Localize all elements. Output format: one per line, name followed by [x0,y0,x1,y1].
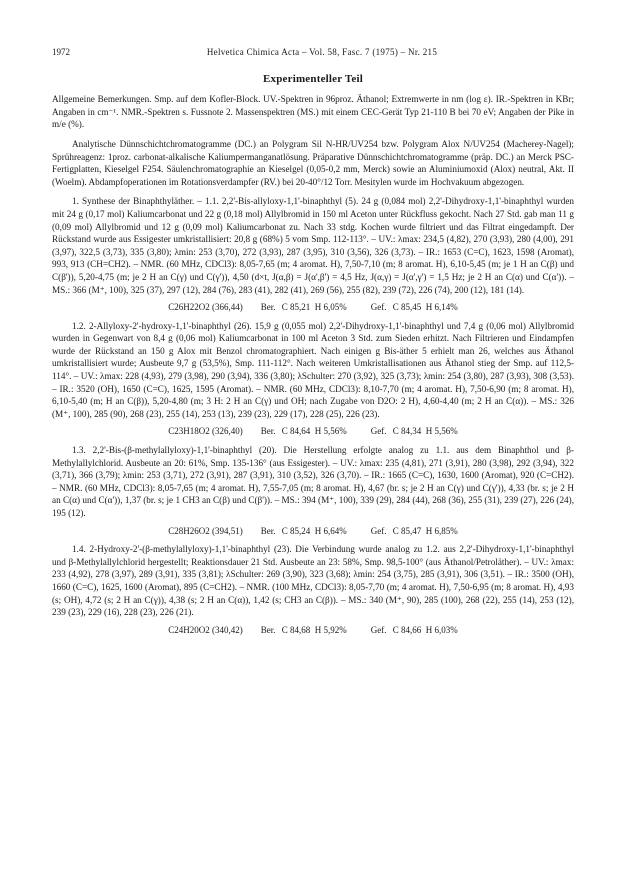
analysis-formula: C28H26O2 (394,51) [168,525,243,536]
chromatography-paragraph: Analytische Dünnschichtchromatogramme (DC.) an Polygram Sil N-HR/UV254 bzw. Polygram Alox N/UV254 (Macherey-Nagel); Sprühreagenz: 1proz. carbonat-alkalische Kaliumpermanganatlösung. Präparative Dünnschichtchromatogramme (präp. DC.) an Merck PSC-Fertigplatten, Kieselgel F254. Säulenchromatographie an Kieselgel (0,05-0,2 mm, Merck) sowie an Aluminiumoxid (Alox) neutral, Akt. II (Woelm). Abdampfoperationen im Rotationsverdampfer (RV.) bei 20-40°/12 Torr. Mesitylen wurde im Hochvakuum abgezogen. [52,138,574,187]
synthesis-1-1-paragraph: 1. Synthese der Binaphthyläther. – 1.1. 2,2'-Bis-allyloxy-1,1'-binaphthyl (5). 24 g (0,084 mol) 2,2'-Dihydroxy-1,1'-binaphthyl wurden mit 24 g (0,17 mol) Kaliumcarbonat und 22 g (0,18 mol) Allylbromid in 150 ml Aceton unter Rückfluss gekocht. Nach 27 Std. gab man 11 g (0,09 mol) Allylbromid und 12 g (0,09 mol) Kaliumcarbonat zu. Nach 33 stdg. Kochen wurde filtriert und das Filtrat eingedampft. Der Rückstand wurde aus Essigester umkristallisiert: 20,8 g (68%) 5 vom Smp. 112-113°. – UV.: λmax: 234,5 (4,82), 270 (3,93), 280 (4,00), 291 (3,97), 322,5 (3,73), 335 (3,80); λmin: 253 (3,70), 272 (3,93), 287 (3,95), 310 (3,56), 326 (3,73). – IR.: 1653 (C=C), 1623, 1598 (Aromat), 993, 913 (CH=CH2). – NMR. (60 MHz, CDCl3): 8,05-7,65 (m; 4 aromat. H), 7,50-7,10 (m; 8 aromat. H), 6,10-5,45 (m; je 1 H an C(β) und C(β')), 5,20-4,75 (m; je 2 H an C(γ) und C(γ')), 4,50 (d×t, J(α,β) = J(α',β') = 4,5 Hz, J(α,γ) = J(α',γ') = 1,5 Hz; je 2 H an C(α) und C(α')). – MS.: 366 (M⁺, 100), 325 (37), 297 (12), 284 (76), 283 (41), 282 (41), 269 (56), 255 (82), 239 (72), 226 (74), 200 (12), 181 (14). [52,196,574,295]
analysis-found-label: Gef. [370,525,387,536]
elemental-analysis-1-4 [52,624,574,637]
analysis-formula: C23H18O2 (326,40) [168,426,243,437]
analysis-calculated-label: Ber. [260,624,276,635]
journal-citation: Helvetica Chimica Acta – Vol. 58, Fasc. 7 (1975) – Nr. 215 [206,47,438,57]
analysis-found-h: H 6,85% [425,525,458,536]
analysis-found-label: Gef. [370,624,387,635]
analysis-calculated-c: C 85,21 [281,302,311,313]
analysis-found-h: H 6,03% [425,624,458,635]
analysis-found-c: C 85,45 [392,302,422,313]
running-head [52,46,574,59]
synthesis-1-3-paragraph: 1.3. 2,2'-Bis-(β-methylallyloxy)-1,1'-binaphthyl (20). Die Herstellung erfolgte analog zu 1.1. aus dem Binaphthol und β-Methylallylchlorid. Ausbeute an 20: 61%, Smp. 135-136° (aus Essigester). – UV.: λmax: 235 (4,81), 271 (3,91), 280 (3,98), 292 (3,94), 322 (3,71), 366 (3,79); λmin: 253 (3,71), 272 (3,91), 287 (3,91), 310 (3,52), 326 (3,70). – IR.: 1665 (C=C), 1630, 1600 (Aromat), 920 (C=CH2). – NMR. (60 MHz, CDCl3): 8,05-7,65 (m; 4 aromat. H), 7,55-7,05 (m; 8 aromat. H), 4,67 (br. s; je 2 H an C(γ) und C(γ')), 4,33 (br. s; je 2 H an C(α) und C(α')), 1,37 (br. s; je 1 CH3 an C(β) und C(β')). – MS.: 394 (M⁺, 100), 339 (29), 284 (44), 268 (36), 255 (31), 239 (27), 226 (24), 195 (12). [52,445,574,518]
analysis-calculated-label: Ber. [260,525,276,536]
analysis-calculated-h: H 6,64% [314,525,347,536]
elemental-analysis-1-1 [52,301,574,314]
analysis-calculated-c: C 85,24 [281,525,311,536]
synthesis-1-4-paragraph: 1.4. 2-Hydroxy-2'-(β-methylallyloxy)-1,1'-binaphthyl (23). Die Verbindung wurde analog zu 1.2. aus 2,2'-Dihydroxy-1,1'-binaphthyl und β-Methylallylchlorid hergestellt; Reaktionsdauer 21 Std. Ausbeute an 23: 58%, Smp. 98,5-100° (aus Äthanol/Petroläther). – UV.: λmax: 233 (4,92), 278 (3,97), 289 (3,91), 335 (3,81); λSchulter: 269 (3,90), 323 (3,68); λmin: 254 (3,75), 285 (3,91), 306 (3,51). – IR.: 3500 (OH), 1660 (C=C), 1625, 1600 (Aromat), 895 (C=CH2). – NMR. (100 MHz, CDCl3): 8,05-7,70 (m; 4 aromat. H), 7,50-6,95 (m; 8 aromat. H), 4,93 (s; OH), 4,72 (s; 2 H an C(γ)), 4,38 (s; 2 H an C(α)), 1,42 (s; CH3 an C(β)). – MS.: 340 (M⁺, 90), 285 (100), 268 (22), 255 (14), 253 (12), 239 (23), 229 (16), 228 (23), 226 (21). [52,544,574,618]
section-title: Experimenteller Teil [262,72,364,85]
analysis-calculated-h: H 6,05% [314,302,347,313]
synthesis-1-2-paragraph: 1.2. 2-Allyloxy-2'-hydroxy-1,1'-binaphthyl (26). 15,9 g (0,055 mol) 2,2'-Dihydroxy-1,1'-binaphthyl und 7,4 g (0,06 mol) Allylbromid wurden in Gegenwart von 8,4 g (0,06 mol) Kaliumcarbonat in 100 ml Aceton 3 Std. zum Sieden erhitzt. Nach Filtrieren und Eindampfen wurde der Rückstand an 150 g Alox mit Benzol chromatographiert. Nach einigen g Bis-äther 5 erhielt man 26, welches aus Äthanol umkristallisiert wurde; Ausbeute 9,7 g (53,5%), Smp. 111-112°. Nach weiteren Umkristallisationen aus Äthanol stieg der Smp. auf 112,5-114°. – UV.: λmax: 228 (4,93), 279 (3,98), 290 (3,94), 336 (3,80); λSchulter: 270 (3,92), 325 (3,73); λmin: 254 (3,80), 287 (3,93), 308 (3,53). – IR.: 3520 (OH), 1650 (C=C), 1625, 1595 (Aromat). – NMR. (60 MHz, CDCl3): 8,10-7,70 (m; 4 aromat. H), 7,50-6,90 (m; 8 aromat. H), 6,10-5,40 (m; H an C(β)), 5,20-4,80 (m; 3 H: 2 H an C(γ) und OH; nach Zugabe von D2O: 2 H), 4,60-4,40 (m; 2 H an C(α)). – MS.: 326 (M⁺, 100), 285 (90), 268 (23), 255 (14), 253 (13), 239 (23), 229 (17), 228 (25), 226 (23). [52,320,574,419]
analysis-found-c: C 84,34 [392,426,422,437]
analysis-found-label: Gef. [370,302,387,313]
analysis-calculated-c: C 84,68 [281,624,311,635]
analysis-calculated-label: Ber. [260,302,276,313]
analysis-formula: C26H22O2 (366,44) [168,302,243,313]
general-remarks-paragraph: Allgemeine Bemerkungen. Smp. auf dem Kofler-Block. UV.-Spektren in 96proz. Äthanol; Extremwerte in nm (log ε). IR.-Spektren in KBr; Angaben in cm⁻¹. NMR.-Spektren s. Fussnote 2. Massenspektren (MS.) mit einem CEC-Gerät Typ 21-110 B bei 70 eV; Angaben der Pike in m/e (%). [52,94,574,130]
analysis-found-h: H 5,56% [425,426,458,437]
page-number: 1972 [52,47,70,57]
analysis-calculated-label: Ber. [260,426,276,437]
elemental-analysis-1-3 [52,525,574,538]
analysis-calculated-h: H 5,56% [314,426,347,437]
analysis-found-label: Gef. [370,426,387,437]
analysis-found-c: C 84,66 [392,624,422,635]
analysis-calculated-h: H 5,92% [314,624,347,635]
analysis-found-h: H 6,14% [425,302,458,313]
elemental-analysis-1-2 [52,425,574,438]
analysis-formula: C24H20O2 (340,42) [168,624,243,635]
analysis-found-c: C 85,47 [392,525,422,536]
analysis-calculated-c: C 84,64 [281,426,311,437]
